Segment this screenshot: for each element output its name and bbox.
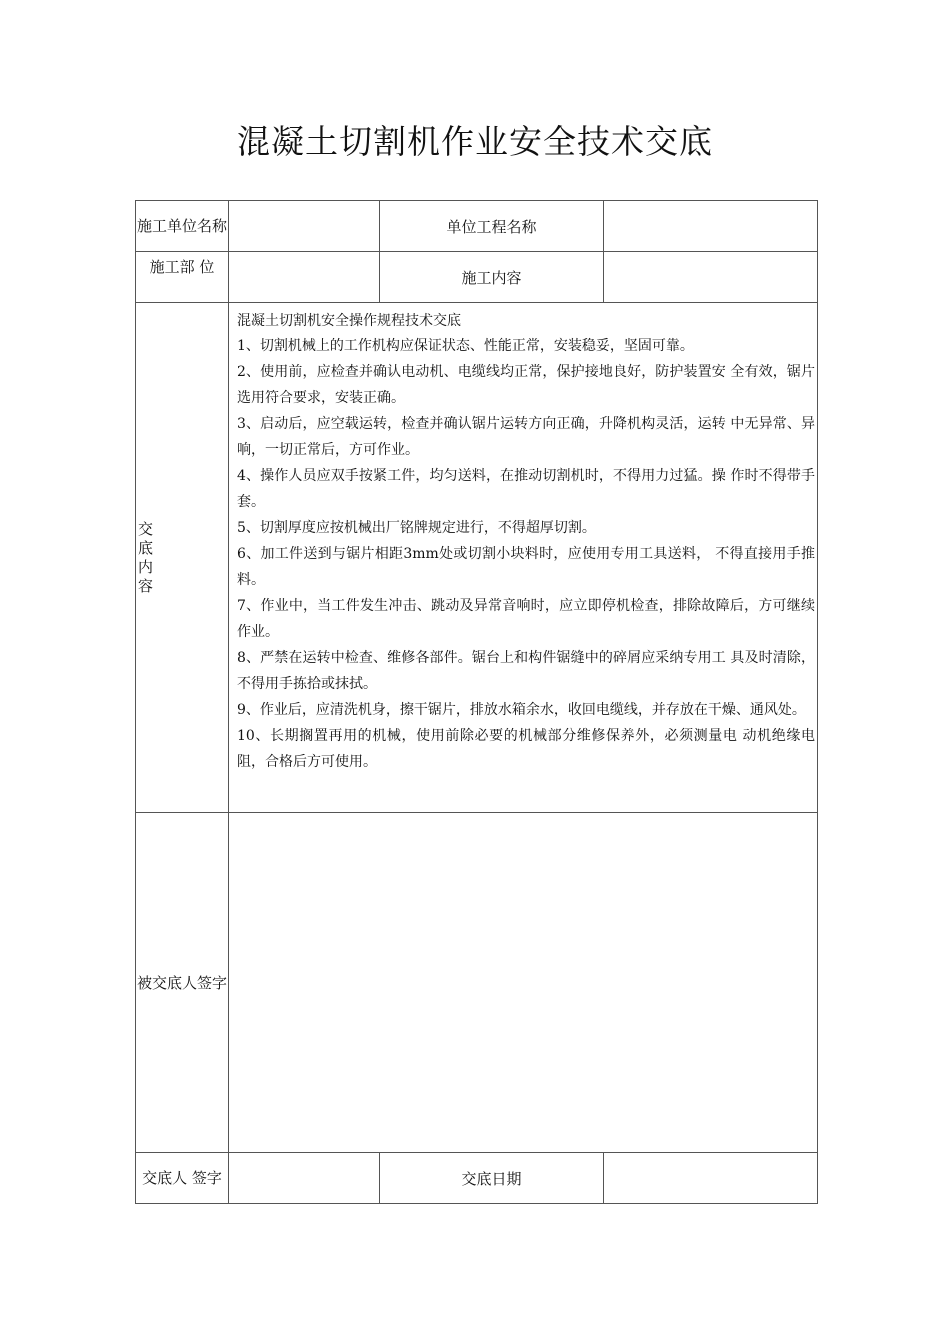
disclosure-date-label: 交底日期 (380, 1153, 604, 1204)
disclosure-content-label: 交底内容 (136, 303, 229, 813)
page-title: 混凝土切割机作业安全技术交底 (237, 122, 713, 161)
construction-location-field[interactable] (229, 252, 380, 303)
work-content-label: 施工内容 (380, 252, 604, 303)
disclosure-form-table (135, 200, 818, 1204)
recipient-signature-field[interactable] (229, 813, 818, 1153)
rule-item: 4、操作人员应双手按紧工件，均匀送料，在推动切割机时，不得用力过猛。操 作时不得带手套。 (237, 468, 815, 510)
work-content-field[interactable] (604, 252, 818, 303)
discloser-signature-label: 交底人 签字 (136, 1153, 229, 1204)
rule-item: 10、长期搁置再用的机械，使用前除必要的机械部分维修保养外，必须测量电 动机绝缘电阻，合格后方可使用。 (237, 728, 815, 770)
construction-location-label: 施工部 位 (136, 252, 229, 303)
rule-item: 3、启动后，应空载运转，检查并确认锯片运转方向正确，升降机构灵活，运转 中无异常、异响，一切正常后，方可作业。 (237, 416, 815, 458)
discloser-signature-field[interactable] (229, 1153, 380, 1204)
project-name-field[interactable] (604, 201, 818, 252)
rule-item: 2、使用前，应检查并确认电动机、电缆线均正常，保护接地良好，防护装置安 全有效，锯片选用符合要求，安装正确。 (237, 364, 815, 406)
rule-item: 6、加工件送到与锯片相距3mm处或切割小块料时，应使用专用工具送料， 不得直接用手推料。 (237, 546, 815, 588)
project-name-label: 单位工程名称 (380, 201, 604, 252)
disclosure-heading: 混凝土切割机安全操作规程技术交底 (237, 313, 461, 329)
recipient-signature-label: 被交底人签字 (136, 813, 229, 1153)
rule-item: 5、切割厚度应按机械出厂铭牌规定进行，不得超厚切割。 (237, 520, 596, 536)
construction-unit-label: 施工单位名称 (136, 201, 229, 252)
rule-item: 7、作业中，当工件发生冲击、跳动及异常音响时，应立即停机检查，排除故障后，方可继续作业。 (237, 598, 815, 640)
rule-item: 8、严禁在运转中检查、维修各部件。锯台上和构件锯缝中的碎屑应采纳专用工 具及时清除，不得用手拣拾或抹拭。 (237, 650, 815, 692)
rule-item: 9、作业后，应清洗机身，擦干锯片，排放水箱余水，收回电缆线，并存放在干燥、通风处。 (237, 702, 806, 718)
construction-unit-field[interactable] (229, 201, 380, 252)
rule-item: 1、切割机械上的工作机构应保证状态、性能正常，安装稳妥，坚固可靠。 (237, 338, 694, 354)
disclosure-date-field[interactable] (604, 1153, 818, 1204)
disclosure-content (229, 303, 818, 813)
